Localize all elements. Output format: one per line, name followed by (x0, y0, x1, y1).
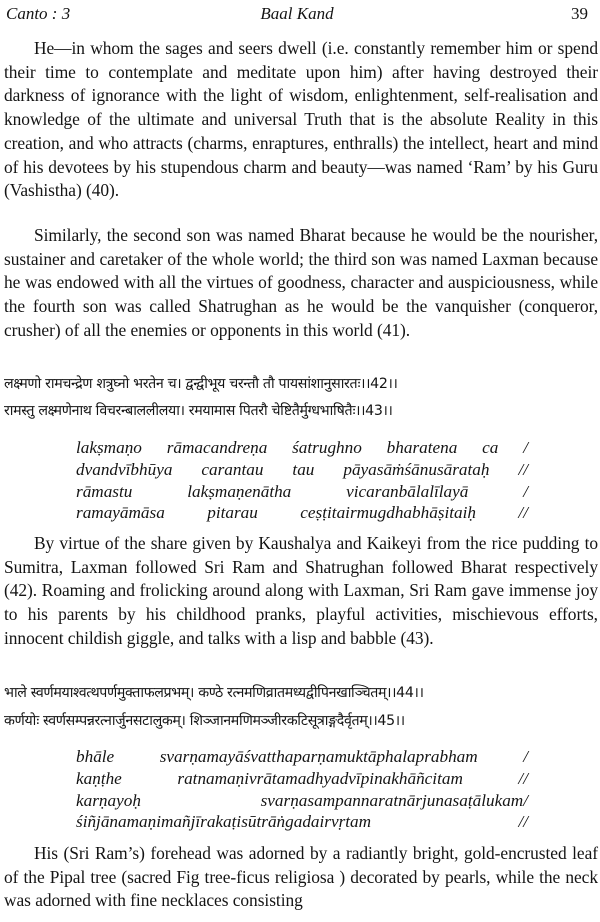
transliteration-line: śiñjānamaṇimañjīrakaṭisūtrāṅgadairvṛtam // (76, 812, 528, 832)
canto-label: Canto : 3 (6, 4, 71, 23)
transliteration-line: dvandvībhūya carantau tau pāyasāṁśānusārataḥ // (76, 459, 528, 479)
transliteration-line: rāmastu lakṣmaṇenātha vicaranbālalīlayā / (76, 481, 528, 501)
transliteration-verse-42-43 (76, 437, 528, 524)
chapter-title: Baal Kand (260, 4, 334, 23)
transliteration-line: karṇayoḥ svarṇasampannaratnārjunasaṭālukam/ (76, 790, 528, 810)
devanagari-verse-44: भाले स्वर्णमयाश्वत्थपर्णमुक्ताफलप्रभम्। कण्ठे रत्नमणिव्रातमध्यद्वीपिनखाञ्चितम्।।44।। (4, 685, 424, 701)
paragraph-41: Similarly, the second son was named Bharat because he would be the nourisher, sustainer and caretaker of the whole world; the third son was named Laxman because he was endowed with all the virtues of goodness, character and auspiciousness, while the fourth son was called Shatrughan as he would be the vanquisher (conqueror, crusher) of all the enemies or opponents in this world (41). (4, 225, 598, 340)
paragraph-40: He—in whom the sages and seers dwell (i.e. constantly remember him or spend their time to contemplate and meditate upon him) after having destroyed their darkness of ignorance with the light of wisdom, enlightenment, self-realisation and knowledge of the ultimate and universal Truth that is the absolute Reality in this creation, and who attracts (charms, enraptures, enthralls) the intellect, heart and mind of his devotees by his stupendous charm and beauty—was named ‘Ram’ by his Guru (Vashistha) (40). (4, 38, 598, 201)
devanagari-verse-42: लक्ष्मणो रामचन्द्रेण शत्रुघ्नो भरतेन च। द्वन्द्वीभूय चरन्तौ तौ पायसांशानुसारतः।।42।। (4, 376, 398, 392)
transliteration-line: bhāle svarṇamayāśvatthaparṇamuktāphalaprabham / (76, 747, 528, 766)
devanagari-verse-45: कर्णयोः स्वर्णसम्पन्नरत्नार्जुनसटालुकम्। शिञ्जानमणिमञ्जीरकटिसूत्राङ्गदैर्वृतम्।।45।। (4, 713, 405, 729)
transliteration-line: ramayāmāsa pitarau ceṣṭitairmugdhabhāṣitaiḥ // (76, 503, 528, 523)
transliteration-verse-44-45 (76, 746, 528, 833)
page-number: 39 (571, 4, 588, 23)
page-header (6, 4, 588, 26)
paragraph-44-45: His (Sri Ram’s) forehead was adorned by a radiantly bright, gold-encrusted leaf of the Pipal tree (sacred Fig tree-ficus religiosa ) decorated by pearls, while the neck was adorned with fine necklaces consisting (4, 843, 598, 911)
transliteration-line: kaṇṭhe ratnamaṇivrātamadhyadvīpinakhāñcitam // (76, 768, 528, 788)
devanagari-verse-43: रामस्तु लक्ष्मणेनाथ विचरन्बाललीलया। रमयामास पितरौ चेष्टितैर्मुग्धभाषितैः।।43।। (4, 403, 393, 419)
paragraph-42-43: By virtue of the share given by Kaushalya and Kaikeyi from the rice pudding to Sumitra, Laxman followed Sri Ram and Shatrughan followed Bharat respectively (42). Roaming and frolicking around along with Laxman, Sri Ram gave immense joy to his parents by his childhood pranks, playful activities, mischievous efforts, innocent childish giggle, and talks with a lisp and babble (43). (4, 533, 598, 648)
transliteration-line: lakṣmaṇo rāmacandreṇa śatrughno bharatena ca / (76, 438, 528, 457)
